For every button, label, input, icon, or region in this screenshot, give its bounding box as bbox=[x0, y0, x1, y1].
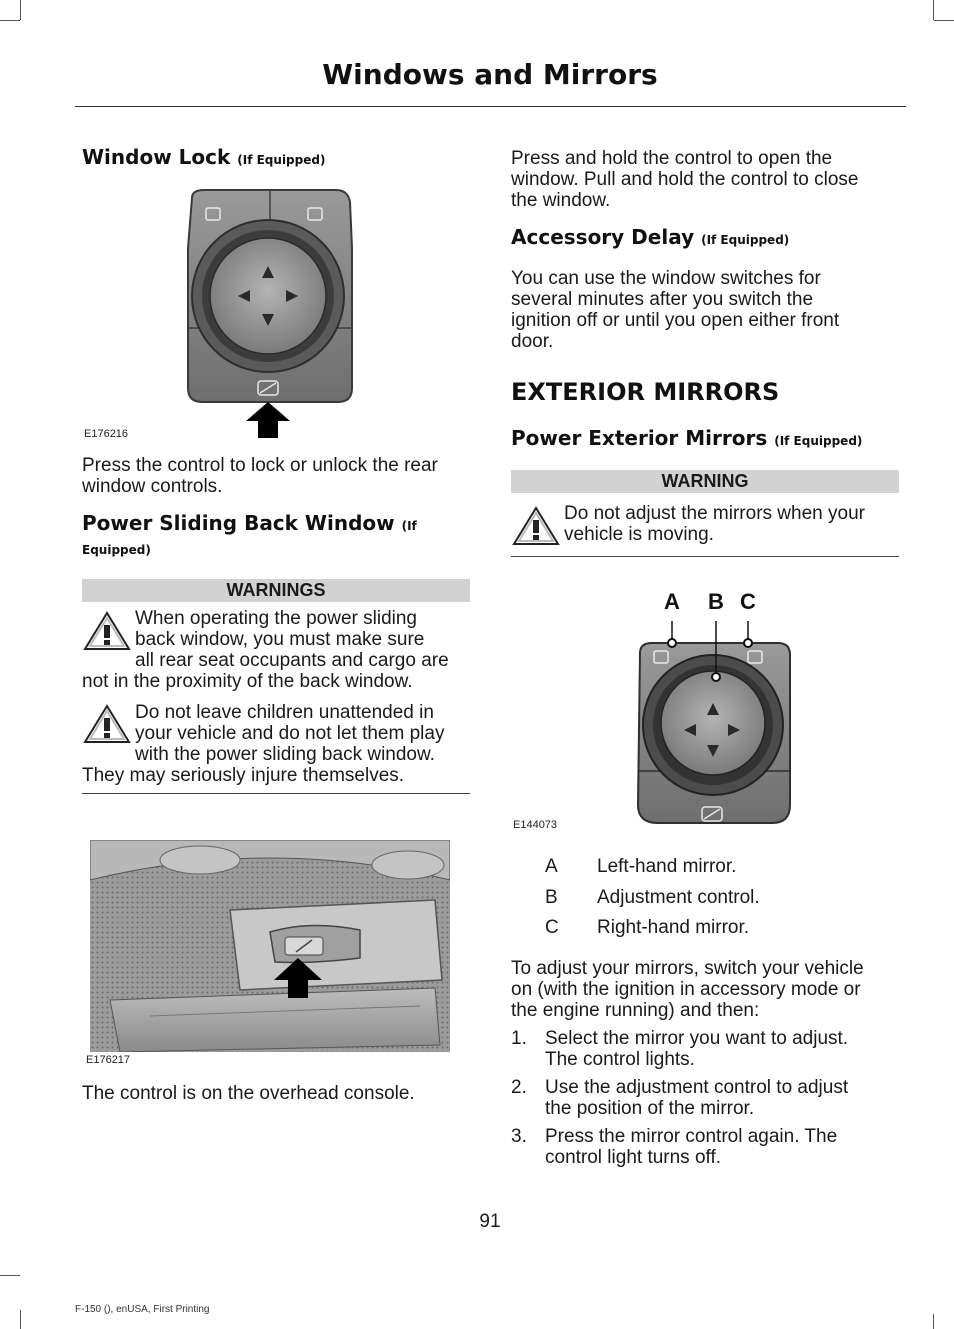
adjust-line: on (with the ignition in accessory mode or bbox=[511, 979, 861, 1000]
legend-text: Left-hand mirror. bbox=[597, 856, 737, 877]
power-exterior-mirrors-heading: Power Exterior Mirrors (If Equipped) bbox=[511, 426, 863, 450]
legend-key: C bbox=[545, 917, 559, 938]
warning-1-line: all rear seat occupants and cargo are bbox=[135, 650, 449, 671]
warning-2-line: your vehicle and do not let them play bbox=[135, 723, 445, 744]
accessory-line: door. bbox=[511, 331, 554, 352]
warning-triangle-icon bbox=[82, 610, 132, 652]
warning-2-line: They may seriously injure themselves. bbox=[82, 765, 405, 786]
warning-2-line: with the power sliding back window. bbox=[135, 744, 435, 765]
overhead-console-figure bbox=[90, 840, 450, 1052]
mirror-control-figure bbox=[630, 585, 800, 835]
adjust-line: To adjust your mirrors, switch your vehicle bbox=[511, 958, 864, 979]
title-divider bbox=[75, 106, 906, 107]
legend-key: B bbox=[545, 887, 558, 908]
callout-a: A bbox=[664, 589, 680, 614]
window-lock-heading: Window Lock (If Equipped) bbox=[82, 145, 326, 169]
figure-code: E176217 bbox=[86, 1054, 131, 1066]
figure-code: E144073 bbox=[513, 819, 558, 831]
exterior-mirrors-heading: EXTERIOR MIRRORS bbox=[511, 378, 780, 406]
crop-mark bbox=[934, 20, 954, 21]
step-line: the position of the mirror. bbox=[545, 1098, 755, 1119]
legend-key: A bbox=[545, 856, 558, 877]
warning-2-line: Do not leave children unattended in bbox=[135, 702, 434, 723]
press-arrow-icon bbox=[246, 402, 290, 438]
mirror-warning-line: vehicle is moving. bbox=[564, 524, 714, 545]
divider bbox=[511, 556, 899, 557]
window-lock-control-figure bbox=[180, 188, 360, 443]
mirror-warning-line: Do not adjust the mirrors when your bbox=[564, 503, 865, 524]
warning-1-line: back window, you must make sure bbox=[135, 629, 425, 650]
page-title: Windows and Mirrors bbox=[322, 58, 658, 91]
figure-code: E176216 bbox=[84, 428, 129, 440]
warning-1-line: not in the proximity of the back window. bbox=[82, 671, 413, 692]
power-sliding-heading-note: Equipped) bbox=[82, 543, 151, 557]
callout-b: B bbox=[708, 589, 724, 614]
accessory-line: ignition off or until you open either front bbox=[511, 310, 840, 331]
warnings-bar: WARNINGS bbox=[82, 579, 470, 602]
step-line: Select the mirror you want to adjust. bbox=[545, 1028, 849, 1049]
step-number: 2. bbox=[511, 1077, 527, 1098]
step-number: 1. bbox=[511, 1028, 527, 1049]
warning-bar: WARNING bbox=[511, 470, 899, 493]
step-line: The control lights. bbox=[545, 1049, 695, 1070]
crop-mark bbox=[933, 1314, 934, 1329]
power-sliding-heading: Power Sliding Back Window (If bbox=[82, 511, 417, 535]
step-line: Use the adjustment control to adjust bbox=[545, 1077, 849, 1098]
crop-mark bbox=[20, 1310, 21, 1329]
step-line: control light turns off. bbox=[545, 1147, 722, 1168]
overhead-console-text: The control is on the overhead console. bbox=[82, 1083, 415, 1104]
crop-mark bbox=[933, 0, 934, 20]
crop-mark bbox=[0, 20, 20, 21]
accessory-delay-heading: Accessory Delay (If Equipped) bbox=[511, 225, 790, 249]
legend-text: Right-hand mirror. bbox=[597, 917, 750, 938]
crop-mark bbox=[0, 1275, 20, 1276]
footer-text: F-150 (), enUSA, First Printing bbox=[75, 1304, 210, 1315]
legend-text: Adjustment control. bbox=[597, 887, 760, 908]
step-number: 3. bbox=[511, 1126, 527, 1147]
warning-triangle-icon bbox=[511, 505, 561, 547]
callout-c: C bbox=[740, 589, 756, 614]
crop-mark bbox=[20, 0, 21, 20]
intro-line: Press and hold the control to open the bbox=[511, 148, 833, 169]
warning-1-line: When operating the power sliding bbox=[135, 608, 418, 629]
intro-line: window. Pull and hold the control to close bbox=[511, 169, 859, 190]
adjust-line: the engine running) and then: bbox=[511, 1000, 760, 1021]
window-lock-text: Press the control to lock or unlock the rear window controls. bbox=[82, 455, 438, 497]
accessory-line: several minutes after you switch the bbox=[511, 289, 814, 310]
accessory-line: You can use the window switches for bbox=[511, 268, 821, 289]
step-line: Press the mirror control again. The bbox=[545, 1126, 838, 1147]
divider bbox=[82, 793, 470, 794]
warning-triangle-icon bbox=[82, 703, 132, 745]
intro-line: the window. bbox=[511, 190, 611, 211]
page-number: 91 bbox=[479, 1211, 501, 1232]
